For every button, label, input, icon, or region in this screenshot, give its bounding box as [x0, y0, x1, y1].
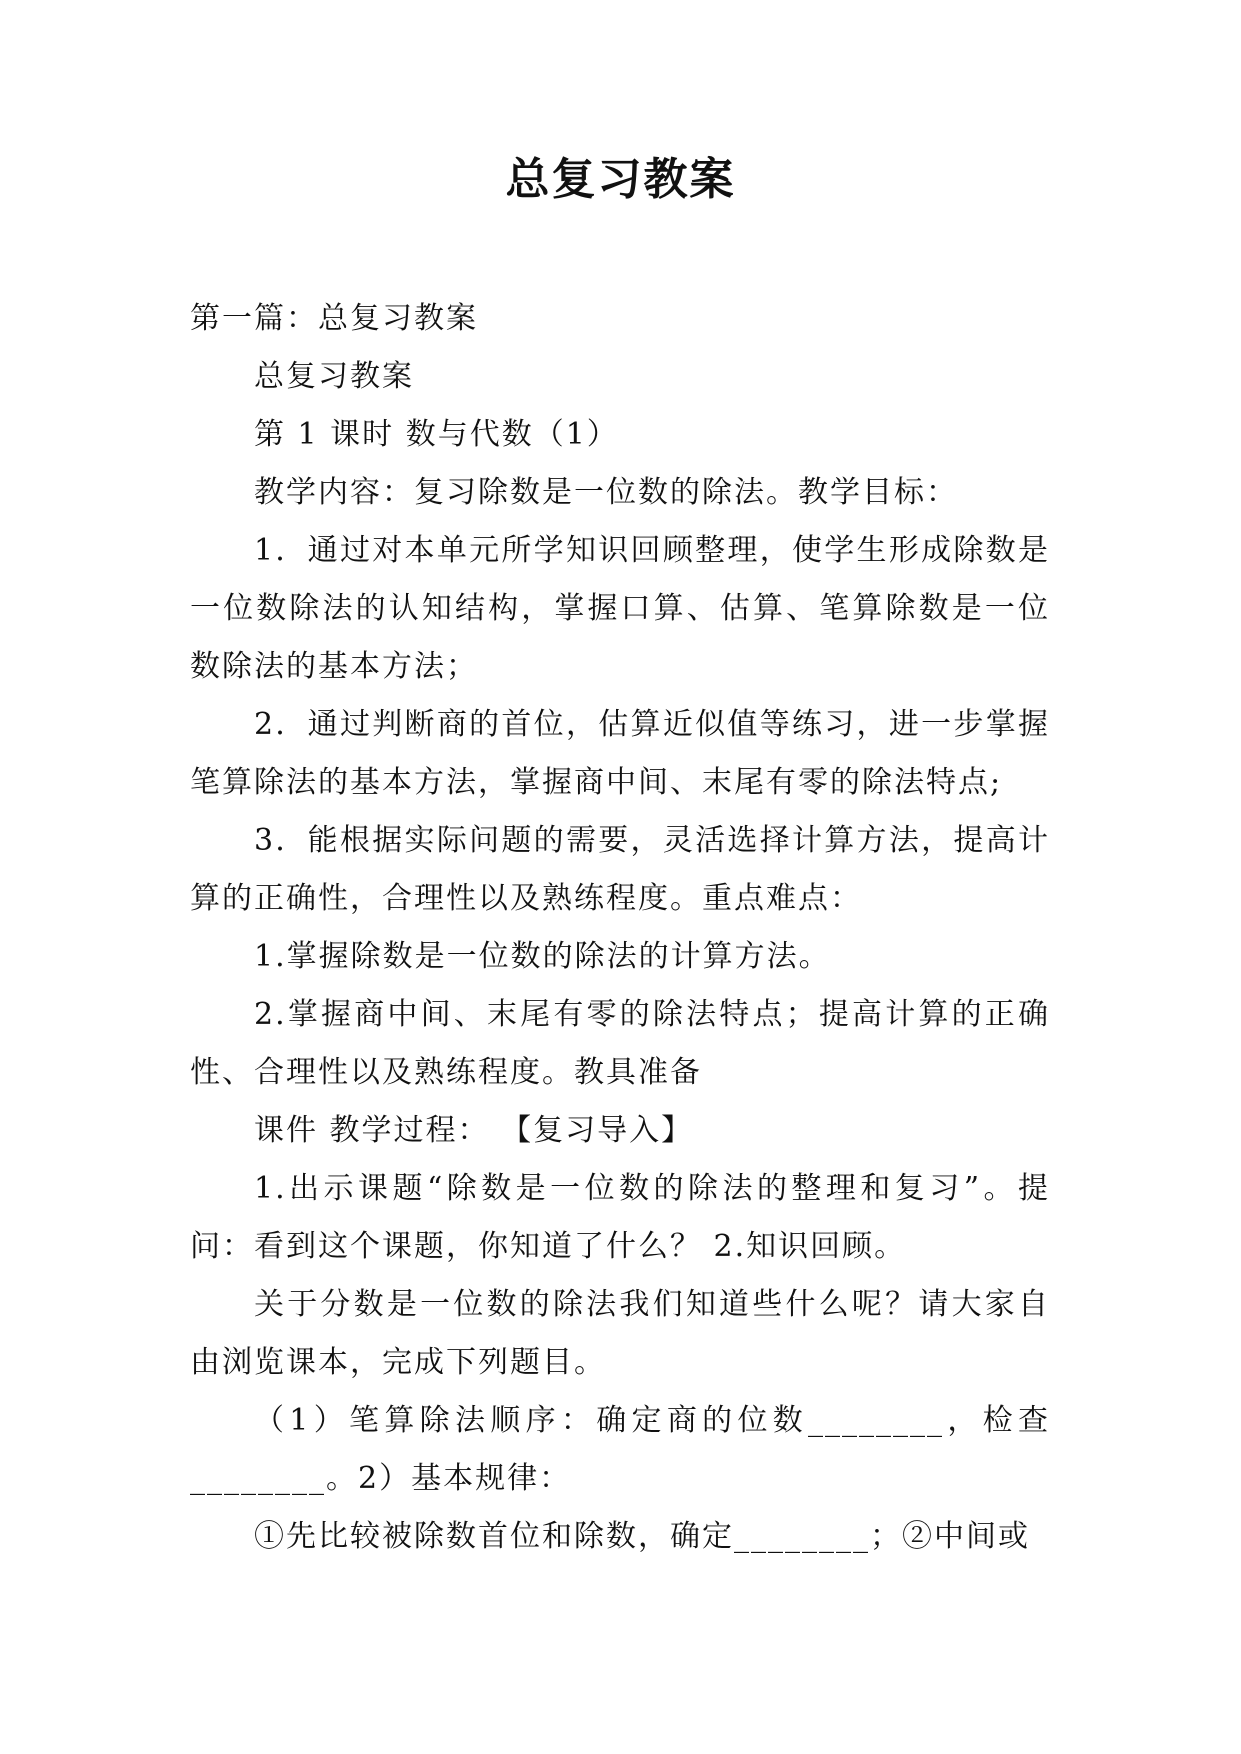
- document-title: 总复习教案: [505, 154, 736, 205]
- paragraph-key-2: 2.掌握商中间、末尾有零的除法特点；提高计算的正确性、合理性以及熟练程度。教具准备: [190, 997, 1050, 1090]
- paragraph-goal-1: 1．通过对本单元所学知识回顾整理，使学生形成除数是一位数除法的认知结构，掌握口算、估算、笔算除数是一位数除法的基本方法；: [190, 533, 1050, 684]
- paragraph-key-1: 1.掌握除数是一位数的除法的计算方法。: [254, 939, 831, 974]
- paragraph-process: 课件 教学过程： 【复习导入】: [254, 1113, 694, 1148]
- paragraph-heading: 第一篇：总复习教案: [190, 301, 478, 336]
- paragraph-step-1: 1.出示课题“除数是一位数的除法的整理和复习”。提问：看到这个课题，你知道了什么？ 2.知识回顾。: [190, 1171, 1050, 1264]
- document-body: [190, 290, 1050, 1566]
- paragraph-goal-3: 3．能根据实际问题的需要，灵活选择计算方法，提高计算的正确性，合理性以及熟练程度。重点难点：: [190, 823, 1050, 916]
- paragraph-lesson: 第 1 课时 数与代数（1）: [254, 417, 619, 452]
- paragraph-review: 关于分数是一位数的除法我们知道些什么呢？请大家自由浏览课本，完成下列题目。: [190, 1287, 1050, 1380]
- paragraph-exercise-1: （1）笔算除法顺序：确定商的位数________，检查________。2）基本规律：: [190, 1403, 1050, 1496]
- paragraph-content: 教学内容：复习除数是一位数的除法。教学目标：: [254, 475, 958, 510]
- paragraph-goal-2: 2．通过判断商的首位，估算近似值等练习，进一步掌握笔算除法的基本方法，掌握商中间、末尾有零的除法特点;: [190, 707, 1050, 800]
- paragraph-exercise-2: ①先比较被除数首位和除数，确定________；②中间或: [254, 1519, 1030, 1554]
- paragraph-subtitle: 总复习教案: [254, 359, 414, 394]
